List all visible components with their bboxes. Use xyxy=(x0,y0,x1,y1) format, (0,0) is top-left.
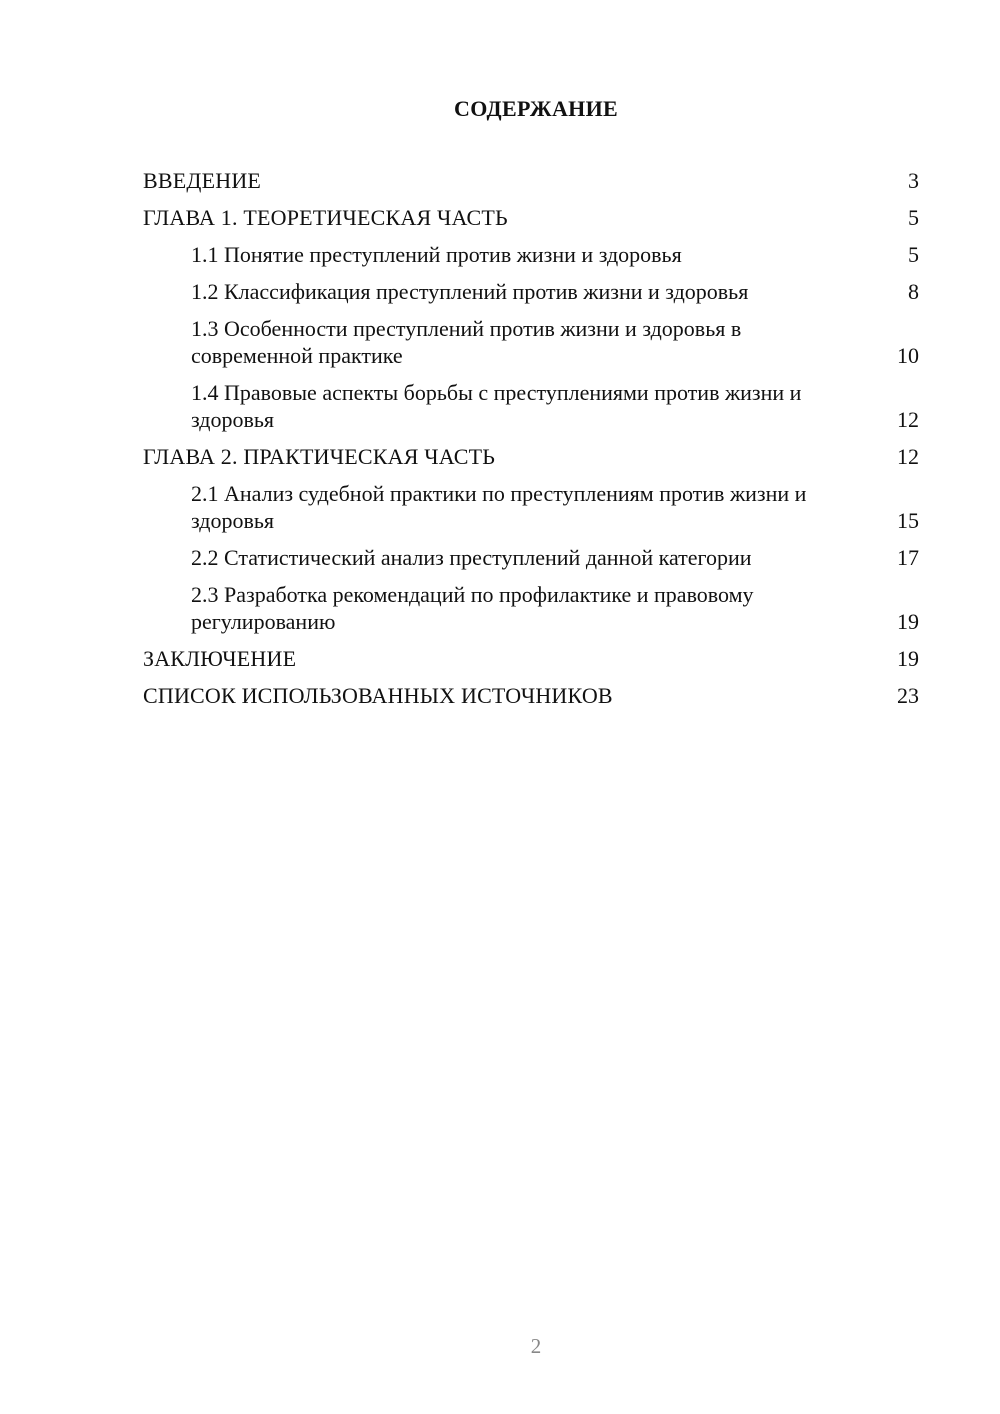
toc-entry-text: 1.4 Правовые аспекты борьбы с преступлениями против жизни и здоровья xyxy=(191,380,802,432)
toc-entry-references xyxy=(143,682,919,709)
toc-entry-text: 2.1 Анализ судебной практики по преступлениям против жизни и здоровья xyxy=(191,481,807,533)
toc-entry-section-1-4 xyxy=(143,379,919,433)
toc-entry-page: 19 xyxy=(897,646,919,671)
toc-entry-text: ГЛАВА 1. ТЕОРЕТИЧЕСКАЯ ЧАСТЬ xyxy=(143,205,508,230)
toc-entry-page: 23 xyxy=(897,683,919,708)
toc-entry-chapter-2 xyxy=(143,443,919,470)
toc-entry-section-2-2 xyxy=(143,544,919,571)
toc-entry-text: 1.1 Понятие преступлений против жизни и здоровья xyxy=(191,242,682,267)
toc-entry-page: 19 xyxy=(897,609,919,634)
toc-entry-text: ГЛАВА 2. ПРАКТИЧЕСКАЯ ЧАСТЬ xyxy=(143,444,496,469)
toc-entry-page: 8 xyxy=(908,279,919,304)
toc-entry-page: 12 xyxy=(897,444,919,469)
toc-entry-page: 5 xyxy=(908,205,919,230)
toc-entry-introduction xyxy=(143,167,919,194)
toc-entry-text: 1.2 Классификация преступлений против жизни и здоровья xyxy=(191,279,749,304)
toc-entry-text: 2.2 Статистический анализ преступлений данной категории xyxy=(191,545,752,570)
page-title: СОДЕРЖАНИЕ xyxy=(454,96,618,121)
toc-entry-text: 2.3 Разработка рекомендаций по профилактике и правовому регулированию xyxy=(191,582,754,634)
toc-entry-section-2-1 xyxy=(143,480,919,534)
toc-entry-section-1-1 xyxy=(143,241,919,268)
toc-entry-page: 17 xyxy=(897,545,919,570)
toc-entry-section-1-3 xyxy=(143,315,919,369)
toc-entry-page: 3 xyxy=(908,168,919,193)
table-of-contents xyxy=(143,167,919,709)
toc-entry-text: ВВЕДЕНИЕ xyxy=(143,168,262,193)
toc-entry-page: 10 xyxy=(897,343,919,368)
toc-entry-page: 12 xyxy=(897,407,919,432)
toc-entry-text: 1.3 Особенности преступлений против жизни и здоровья в современной практике xyxy=(191,316,742,368)
toc-entry-section-1-2 xyxy=(143,278,919,305)
toc-entry-chapter-1 xyxy=(143,204,919,231)
toc-entry-page: 15 xyxy=(897,508,919,533)
toc-entry-conclusion xyxy=(143,645,919,672)
toc-entry-text: СПИСОК ИСПОЛЬЗОВАННЫХ ИСТОЧНИКОВ xyxy=(143,683,613,708)
toc-entry-page: 5 xyxy=(908,242,919,267)
toc-entry-text: ЗАКЛЮЧЕНИЕ xyxy=(143,646,297,671)
toc-entry-section-2-3 xyxy=(143,581,919,635)
page-number: 2 xyxy=(530,1334,542,1358)
